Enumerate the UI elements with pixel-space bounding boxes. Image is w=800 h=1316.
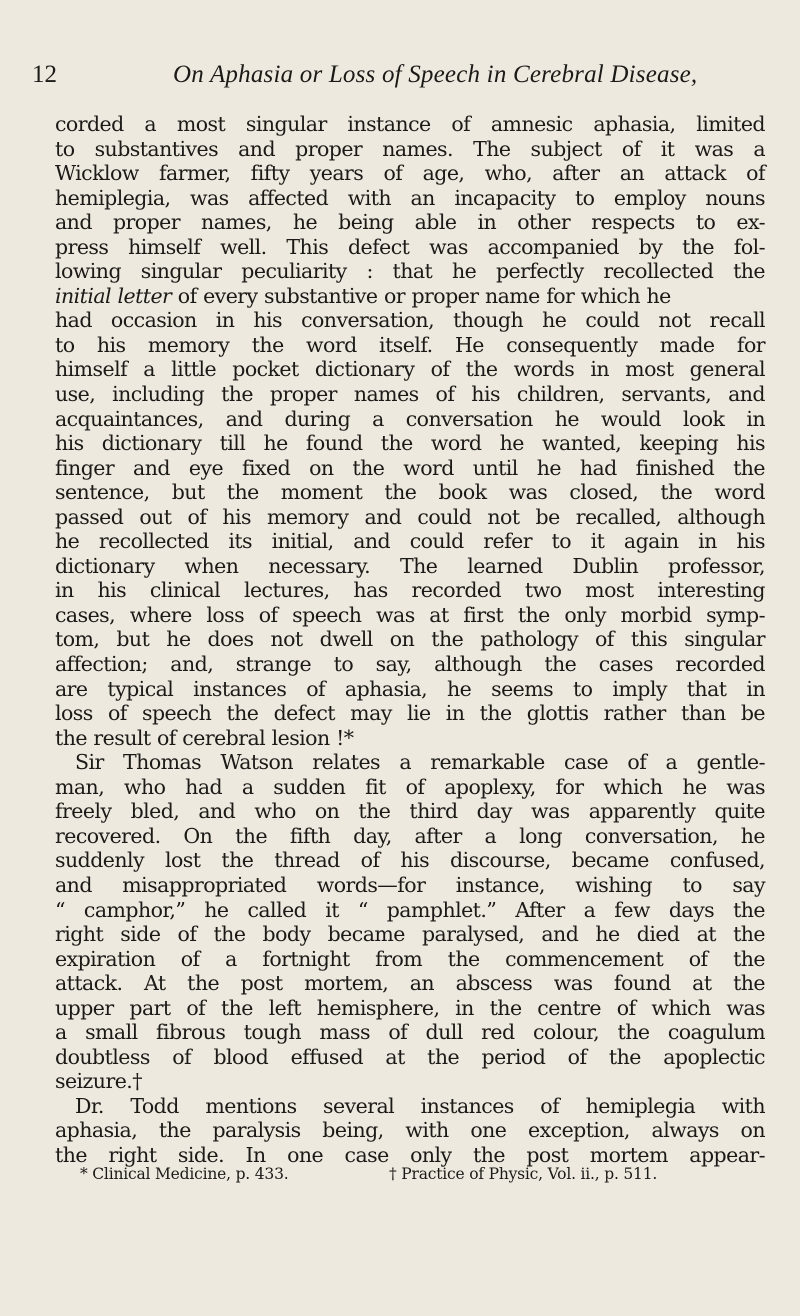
text-line: his dictionary till he found the word he wanted, keeping his [55, 431, 765, 456]
text-line: suddenly lost the thread of his discourse, became confused, [55, 848, 765, 873]
text-line: had occasion in his conversation, though he could not recall [55, 308, 765, 333]
text-line: finger and eye fixed on the word until he had finished the [55, 455, 765, 480]
text-line: right side of the body became paralysed, and he died at the [55, 922, 765, 947]
body-text [55, 112, 765, 1168]
text-line: seizure.† [55, 1069, 142, 1094]
text-line: Wicklow farmer, fifty years of age, who, after an attack of [55, 161, 765, 186]
text-line: the result of cerebral lesion !* [55, 725, 354, 750]
text-line: himself a little pocket dictionary of the words in most general [55, 357, 765, 382]
text-line: recovered. On the fifth day, after a long conversation, he [55, 823, 765, 848]
text-line [55, 284, 765, 309]
text-line: are typical instances of aphasia, he seems to imply that in [55, 676, 765, 701]
text-line: to his memory the word itself. He consequently made for [55, 332, 765, 357]
text-line: Sir Thomas Watson relates a remarkable case of a gentle- [75, 750, 765, 775]
text-line: “ camphor,” he called it “ pamphlet.” After a few days the [55, 897, 765, 922]
footnote: * Clinical Medicine, p. 433. [80, 1165, 289, 1183]
text-line: the right side. In one case only the post mortem appear- [55, 1142, 765, 1167]
text-line: press himself well. This defect was accompanied by the fol- [55, 234, 765, 259]
text-line: acquaintances, and during a conversation he would look in [55, 406, 765, 431]
text-line: upper part of the left hemisphere, in the centre of which was [55, 995, 765, 1020]
text-line: loss of speech the defect may lie in the glottis rather than be [55, 701, 765, 726]
text-line: to substantives and proper names. The subject of it was a [55, 136, 765, 161]
italic-phrase: initial letter [55, 283, 172, 308]
text-line: freely bled, and who on the third day was apparently quite [55, 799, 765, 824]
text-line: affection; and, strange to say, although the cases recorded [55, 652, 765, 677]
text-line: Dr. Todd mentions several instances of hemiplegia with [75, 1093, 765, 1118]
text-line: he recollected its initial, and could refer to it again in his [55, 529, 765, 554]
text-line: corded a most singular instance of amnesic aphasia, limited [55, 112, 765, 136]
text-line: and misappropriated words—for instance, wishing to say [55, 872, 765, 897]
text-line: passed out of his memory and could not be recalled, although [55, 504, 765, 529]
text-line: a small fibrous tough mass of dull red colour, the coagulum [55, 1020, 765, 1045]
text-line-rest: of every substantive or proper name for which he [171, 283, 671, 308]
text-line: attack. At the post mortem, an abscess was found at the [55, 971, 765, 996]
text-line: man, who had a sudden fit of apoplexy, for which he was [55, 774, 765, 799]
text-line: sentence, but the moment the book was closed, the word [55, 480, 765, 505]
text-line: tom, but he does not dwell on the pathology of this singular [55, 627, 765, 652]
text-line: doubtless of blood effused at the period of the apoplectic [55, 1044, 765, 1069]
running-head [32, 60, 764, 94]
text-line: and proper names, he being able in other respects to ex- [55, 210, 765, 235]
text-line: dictionary when necessary. The learned Dublin professor, [55, 553, 765, 578]
footnotes [80, 1163, 770, 1187]
text-line: use, including the proper names of his children, servants, and [55, 382, 765, 407]
text-line: hemiplegia, was affected with an incapacity to employ nouns [55, 185, 765, 210]
text-line: expiration of a fortnight from the commencement of the [55, 946, 765, 971]
page-number: 12 [32, 61, 57, 88]
text-line: aphasia, the paralysis being, with one exception, always on [55, 1118, 765, 1143]
footnote: † Practice of Physic, Vol. ii., p. 511. [389, 1165, 658, 1183]
text-line: lowing singular peculiarity : that he perfectly recollected the [55, 259, 765, 284]
running-title: On Aphasia or Loss of Speech in Cerebral Disease, [173, 61, 698, 88]
text-line: in his clinical lectures, has recorded two most interesting [55, 578, 765, 603]
text-line: cases, where loss of speech was at first the only morbid symp- [55, 602, 765, 627]
